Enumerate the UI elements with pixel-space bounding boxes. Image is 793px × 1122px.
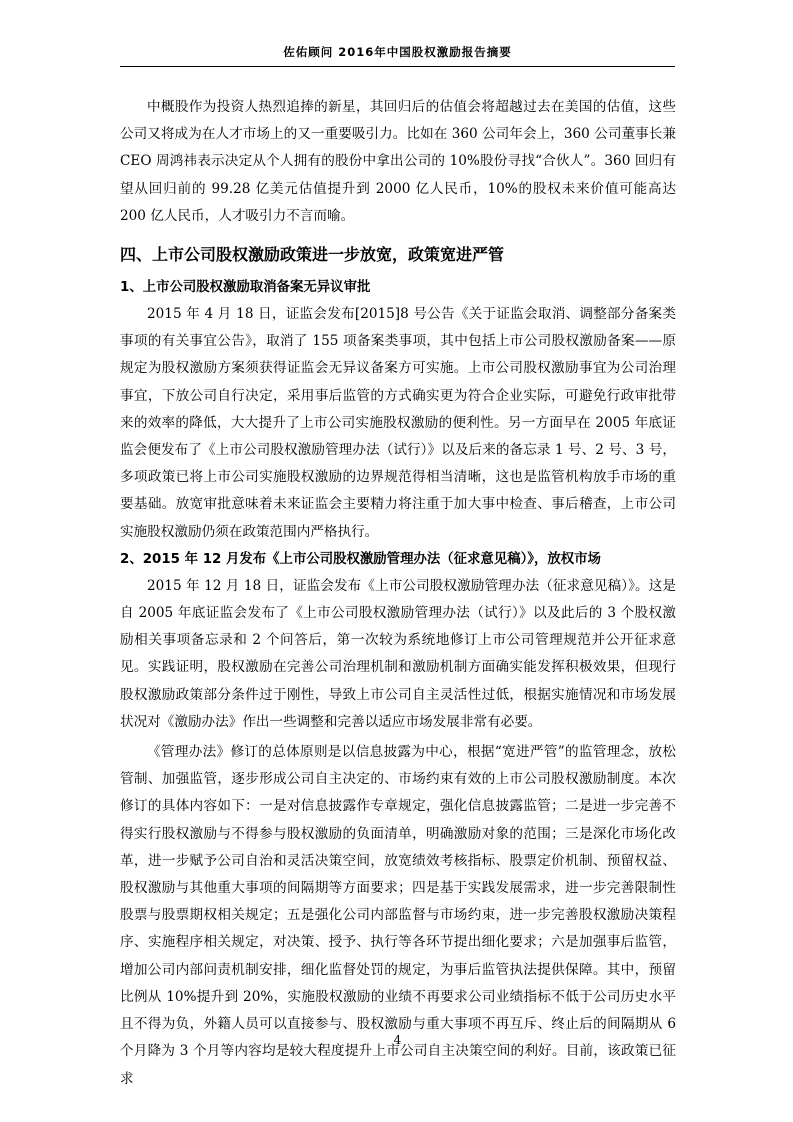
running-header: 佐佑顾问 2016年中国股权激励报告摘要: [283, 45, 512, 59]
page-number: 4: [393, 1033, 402, 1047]
section-4-heading: 四、上市公司股权激励政策进一步放宽，政策宽进严管: [120, 245, 505, 265]
page-body: [120, 94, 676, 1093]
subsection-2-heading: 2、2015 年 12 月发布《上市公司股权激励管理办法（征求意见稿）》，放权市场: [120, 551, 601, 567]
subsection-1-heading: 1、上市公司股权激励取消备案无异议审批: [120, 280, 371, 296]
intro-paragraph: 中概股作为投资人热烈追捧的新星，其回归后的估值会将超越过去在美国的估值，这些公司又将成为在人才市场上的又一重要吸引力。比如在 360 公司年会上，360 公司董事长兼 CEO 周鸿祎表示决定从个人拥有的股份中拿出公司的 10%股份寻找“合伙人”。360 回归有望从回归前的 99.28 亿美元估值提升到 2000 亿人民币，10%的股权未来价值可能高达 200 亿人民币，人才吸引力不言而喻。: [120, 99, 676, 224]
subsection-2-paragraph-1: 2015 年 12 月 18 日，证监会发布《上市公司股权激励管理办法（征求意见稿）》。这是自 2005 年底证监会发布了《上市公司股权激励管理办法（试行）》以及此后的 3 个股权激励相关事项备忘录和 2 个问答后，第一次较为系统地修订上市公司管理规范并公开征求意见。实践证明，股权激励在完善公司治理机制和激励机制方面确实能发挥积极效果，但现行股权激励政策部分条件过于刚性，导致上市公司自主灵活性过低，根据实施情况和市场发展状况对《激励办法》作出一些调整和完善以适应市场发展非常有必要。: [120, 577, 676, 730]
subsection-1-paragraph: 2015 年 4 月 18 日，证监会发布[2015]8 号公告《关于证监会取消、调整部分备案类事项的有关事宜公告》，取消了 155 项备案类事项，其中包括上市公司股权激励备案——原规定为股权激励方案须获得证监会无异议备案方可实施。上市公司股权激励事宜为公司治理事宜，下放公司自行决定，采用事后监管的方式确实更为符合企业实际，可避免行政审批带来的效率的降低，大大提升了上市公司实施股权激励的便利性。另一方面早在 2005 年底证监会便发布了《上市公司股权激励管理办法（试行）》以及后来的备忘录 1 号、2 号、3 号，多项政策已将上市公司实施股权激励的边界规范得相当清晰，这也是监管机构放手市场的重要基础。放宽审批意味着未来证监会主要精力将注重于加大事中检查、事后稽查，上市公司实施股权激励仍须在政策范围内严格执行。: [120, 306, 676, 540]
subsection-2-paragraph-2: 《管理办法》修订的总体原则是以信息披露为中心，根据“宽进严管”的监管理念，放松管制、加强监管，逐步形成公司自主决定的、市场约束有效的上市公司股权激励制度。本次修订的具体内容如下：一是对信息披露作专章规定，强化信息披露监管；二是进一步完善不得实行股权激励与不得参与股权激励的负面清单，明确激励对象的范围；三是深化市场化改革，进一步赋予公司自治和灵活决策空间，放宽绩效考核指标、股票定价机制、预留权益、股权激励与其他重大事项的间隔期等方面要求；四是基于实践发展需求，进一步完善限制性股票与股票期权相关规定；五是强化公司内部监督与市场约束，进一步完善股权激励决策程序、实施程序相关规定，对决策、授予、执行等各环节提出细化要求；六是加强事后监管，增加公司内部问责机制安排，细化监督处罚的规定，为事后监管执法提供保障。其中，预留比例从 10%提升到 20%，实施股权激励的业绩不再要求公司业绩指标不低于公司历史水平且不得为负，外籍人员可以直接参与、股权激励与重大事项不再互斥、终止后的间隔期从 6 个月降为 3 个月等内容均是较大程度提升上市公司自主决策空间的利好。目前，该政策已征求: [120, 744, 676, 1087]
header-rule: [120, 66, 675, 67]
